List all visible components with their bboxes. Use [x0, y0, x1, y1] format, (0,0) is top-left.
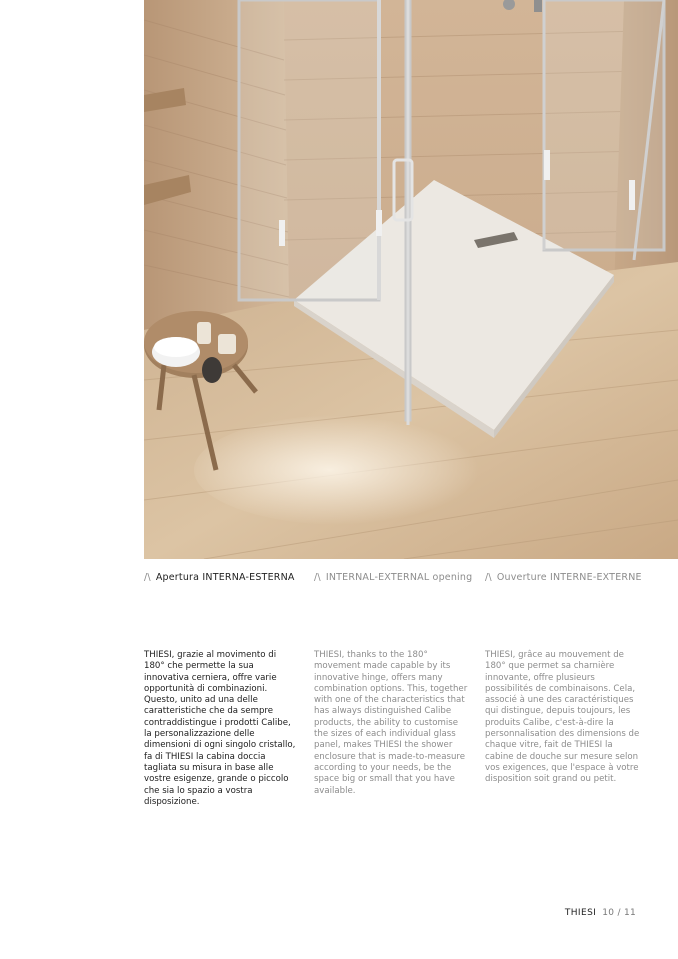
page-number: 10 / 11 [602, 908, 636, 918]
product-photo [144, 0, 678, 559]
caret-icon: /\ [314, 572, 321, 583]
paragraph-italian: THIESI, grazie al movimento di 180° che permette la sua innovativa cerniera, offre varie opportunità di combinazioni. Questo, unito ad una delle caratteristiche che da sempre contraddistingue i prodotti Calibe, la personalizzazione delle dimensioni di ogni singolo cristallo, fa di THIESI la cabina doccia tagliata su misura in base alle vostre esigenze, grande o piccolo che sia lo spazio a vostra disposizione. [144, 650, 296, 807]
body-text-french [485, 650, 640, 786]
caption-italian-emphasis: INTERNA-ESTERNA [202, 572, 295, 583]
caption-english-text: INTERNAL-EXTERNAL opening [325, 572, 473, 583]
caption-english [314, 572, 472, 583]
caption-italian-prefix: Apertura [155, 572, 203, 583]
caret-icon: /\ [144, 572, 151, 583]
paragraph-french: THIESI, grâce au mouvement de 180° que permet sa charnière innovante, offre plusieurs possibilités de combinaisons. Cela, associé à une des caractéristiques qui distingue, depuis toujours, les produits Calibe, c'est-à-dire la personnalisation des dimensions de chaque vitre, fait de THIESI la cabine de douche sur mesure selon vos exigences, que l'espace à votre disposition soit grand ou petit. [485, 650, 640, 785]
body-text-italian [144, 650, 299, 808]
paragraph-english: THIESI, thanks to the 180° movement made capable by its innovative hinge, offers many combination options. This, together with one of the characteristics that has always distinguished Calibe products, the ability to customise the sizes of each individual glass panel, makes THIESI the shower enclosure that is made-to-measure according to your needs, be the space big or small that you have available. [314, 650, 468, 796]
caret-icon: /\ [485, 572, 492, 583]
caption-french [485, 572, 642, 583]
body-text-english [314, 650, 469, 797]
footer-brand: THIESI [564, 908, 597, 918]
caption-italian [144, 572, 295, 583]
page-footer [565, 908, 636, 918]
caption-french-text: Ouverture INTERNE-EXTERNE [496, 572, 642, 583]
